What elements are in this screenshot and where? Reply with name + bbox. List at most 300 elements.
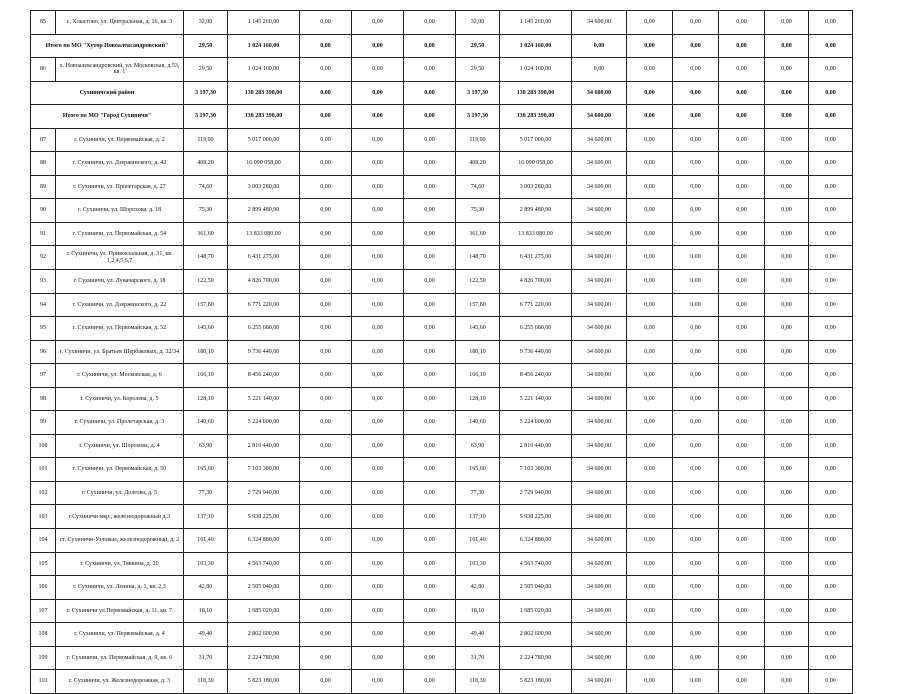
- value-cell: 0,00: [300, 599, 352, 623]
- value-cell: 0,00: [765, 270, 809, 294]
- value-cell: 0,00: [404, 246, 456, 270]
- value-cell: 0,00: [404, 293, 456, 317]
- value-cell: 128,10: [456, 387, 500, 411]
- value-cell: 0,00: [352, 599, 404, 623]
- value-cell: 0,00: [673, 646, 719, 670]
- value-cell: 0,00: [404, 222, 456, 246]
- value-cell: 0,00: [809, 434, 853, 458]
- value-cell: 0,00: [673, 58, 719, 82]
- value-cell: 0,00: [809, 270, 853, 294]
- total-label: Итого по МО "Хутор Новоалександровский": [31, 34, 184, 58]
- value-cell: 0,00: [809, 387, 853, 411]
- value-cell: 0,00: [352, 293, 404, 317]
- value-cell: 0,00: [673, 199, 719, 223]
- value-cell: 0,00: [627, 128, 673, 152]
- value-cell: 0,00: [627, 411, 673, 435]
- value-cell: 0,00: [352, 58, 404, 82]
- table-row: [31, 411, 853, 435]
- value-cell: 0,00: [627, 623, 673, 647]
- value-cell: 1 024 160,00: [228, 34, 300, 58]
- value-cell: 34 600,00: [572, 411, 627, 435]
- value-cell: 77,30: [456, 481, 500, 505]
- value-cell: 2 816 440,00: [500, 434, 572, 458]
- value-cell: 0,00: [352, 623, 404, 647]
- value-cell: 2 505 040,00: [500, 576, 572, 600]
- value-cell: 34 600,00: [572, 670, 627, 694]
- value-cell: 0,00: [352, 576, 404, 600]
- value-cell: 0,00: [719, 599, 765, 623]
- value-cell: 0,00: [765, 481, 809, 505]
- value-cell: 0,00: [300, 152, 352, 176]
- value-cell: 166,10: [456, 364, 500, 388]
- value-cell: 0,00: [809, 481, 853, 505]
- value-cell: 2 802 600,00: [228, 623, 300, 647]
- value-cell: 0,00: [627, 552, 673, 576]
- value-cell: 0,00: [719, 58, 765, 82]
- value-cell: 0,00: [352, 222, 404, 246]
- value-cell: 0,00: [765, 222, 809, 246]
- value-cell: 7 103 380,00: [500, 458, 572, 482]
- value-cell: 0,00: [719, 293, 765, 317]
- value-cell: 0,00: [572, 58, 627, 82]
- table-row: [31, 11, 853, 35]
- value-cell: 49,40: [184, 623, 228, 647]
- table-row: [31, 364, 853, 388]
- value-cell: 0,00: [300, 340, 352, 364]
- value-cell: 34 600,00: [572, 481, 627, 505]
- value-cell: 6 255 680,00: [500, 317, 572, 341]
- value-cell: 6 324 880,00: [500, 529, 572, 553]
- value-cell: 0,00: [627, 646, 673, 670]
- row-number: 108: [31, 623, 56, 647]
- row-number: 104: [31, 529, 56, 553]
- value-cell: 0,00: [627, 364, 673, 388]
- value-cell: 63,90: [456, 434, 500, 458]
- row-number: 93: [31, 270, 56, 294]
- value-cell: 161,40: [456, 529, 500, 553]
- value-cell: 6 431 275,00: [228, 246, 300, 270]
- value-cell: 5 823 180,00: [500, 670, 572, 694]
- value-cell: 0,00: [300, 34, 352, 58]
- table-row: [31, 317, 853, 341]
- table-row: [31, 270, 853, 294]
- value-cell: 0,00: [404, 128, 456, 152]
- address-cell: г. Сухиничи, ул. Ленина, д. 1, кв. 2,3: [56, 576, 184, 600]
- value-cell: 34 600,00: [572, 152, 627, 176]
- value-cell: 0,00: [352, 175, 404, 199]
- value-cell: 0,00: [352, 411, 404, 435]
- value-cell: 42,80: [184, 576, 228, 600]
- value-cell: 0,00: [627, 222, 673, 246]
- value-cell: 0,00: [404, 317, 456, 341]
- value-cell: 0,00: [404, 434, 456, 458]
- value-cell: 0,00: [719, 222, 765, 246]
- value-cell: 0,00: [719, 529, 765, 553]
- value-cell: 34 600,00: [572, 623, 627, 647]
- value-cell: 0,00: [627, 505, 673, 529]
- value-cell: 165,60: [456, 458, 500, 482]
- table-row: [31, 576, 853, 600]
- value-cell: 0,00: [719, 199, 765, 223]
- value-cell: 0,00: [719, 11, 765, 35]
- value-cell: 2 802 600,00: [500, 623, 572, 647]
- value-cell: 1 024 160,00: [228, 58, 300, 82]
- value-cell: 180,10: [456, 340, 500, 364]
- value-cell: 0,00: [300, 317, 352, 341]
- address-cell: х. Новоалександровский, ул. Московская, д.53, кв. 1: [56, 58, 184, 82]
- value-cell: 0,00: [300, 105, 352, 129]
- value-cell: 0,00: [765, 387, 809, 411]
- value-cell: 49,40: [456, 623, 500, 647]
- value-cell: 34 600,00: [572, 222, 627, 246]
- value-cell: 29,50: [456, 58, 500, 82]
- value-cell: 408,20: [184, 152, 228, 176]
- value-cell: 2 816 440,00: [228, 434, 300, 458]
- value-cell: 4 826 700,00: [500, 270, 572, 294]
- value-cell: 0,00: [673, 576, 719, 600]
- value-cell: 140,60: [184, 411, 228, 435]
- value-cell: 0,00: [809, 175, 853, 199]
- value-cell: 0,00: [809, 152, 853, 176]
- row-number: 91: [31, 222, 56, 246]
- value-cell: 0,00: [300, 128, 352, 152]
- value-cell: 0,00: [300, 81, 352, 105]
- value-cell: 0,00: [809, 458, 853, 482]
- value-cell: 34 600,00: [572, 270, 627, 294]
- value-cell: 0,00: [765, 340, 809, 364]
- value-cell: 0,00: [300, 222, 352, 246]
- address-cell: г. Сухиничи, ул. Привокзальная, д. 31, кв. 1,2,4,5,6,7: [56, 246, 184, 270]
- value-cell: 0,00: [404, 646, 456, 670]
- value-cell: 18,10: [184, 599, 228, 623]
- value-cell: 31,70: [456, 646, 500, 670]
- value-cell: 9 736 440,00: [500, 340, 572, 364]
- value-cell: 0,00: [673, 105, 719, 129]
- value-cell: 0,00: [627, 387, 673, 411]
- value-cell: 3 197,30: [184, 81, 228, 105]
- value-cell: 4 563 740,00: [500, 552, 572, 576]
- address-cell: г. Сухиничи, ул. Братьев Щербаковых, д. 32/34: [56, 340, 184, 364]
- total-row: [31, 81, 853, 105]
- value-cell: 119,00: [456, 128, 500, 152]
- value-cell: 0,00: [719, 458, 765, 482]
- value-cell: 0,00: [673, 670, 719, 694]
- value-cell: 1 024 160,00: [500, 34, 572, 58]
- value-cell: 34 600,00: [572, 317, 627, 341]
- row-number: 99: [31, 411, 56, 435]
- table-body: [31, 11, 853, 694]
- value-cell: 0,00: [352, 34, 404, 58]
- value-cell: 0,00: [809, 505, 853, 529]
- value-cell: 0,00: [352, 105, 404, 129]
- row-number: 107: [31, 599, 56, 623]
- value-cell: 145,60: [456, 317, 500, 341]
- row-number: 89: [31, 175, 56, 199]
- address-cell: г. Сухиничи, ул. Московская, д. 6: [56, 364, 184, 388]
- value-cell: 3 197,30: [456, 105, 500, 129]
- value-cell: 0,00: [719, 175, 765, 199]
- value-cell: 6 255 680,00: [228, 317, 300, 341]
- address-cell: ст. Сухиничи-Узловые, железнодорожный, д. 2: [56, 529, 184, 553]
- value-cell: 0,00: [809, 529, 853, 553]
- value-cell: 31,70: [184, 646, 228, 670]
- value-cell: 0,00: [404, 623, 456, 647]
- document-page: [30, 10, 852, 694]
- value-cell: 0,00: [673, 293, 719, 317]
- value-cell: 118,30: [184, 670, 228, 694]
- table-row: [31, 481, 853, 505]
- value-cell: 0,00: [765, 529, 809, 553]
- value-cell: 29,50: [184, 58, 228, 82]
- value-cell: 0,00: [404, 152, 456, 176]
- value-cell: 122,50: [184, 270, 228, 294]
- value-cell: 0,00: [809, 670, 853, 694]
- value-cell: 0,00: [673, 411, 719, 435]
- row-number: 86: [31, 58, 56, 82]
- address-cell: г. Сухиничи, ул. Первомайская, д. 9, кв. 6: [56, 646, 184, 670]
- value-cell: 0,00: [673, 623, 719, 647]
- value-cell: 0,00: [627, 270, 673, 294]
- address-cell: г. Сухиничи, ул. Долгова, д. 5: [56, 481, 184, 505]
- value-cell: 34 600,00: [572, 387, 627, 411]
- value-cell: 0,00: [765, 458, 809, 482]
- value-cell: 8 456 240,00: [228, 364, 300, 388]
- value-cell: 0,00: [673, 317, 719, 341]
- value-cell: 0,00: [673, 222, 719, 246]
- value-cell: 0,00: [809, 293, 853, 317]
- value-cell: 0,00: [673, 34, 719, 58]
- value-cell: 0,00: [673, 340, 719, 364]
- value-cell: 119,00: [184, 128, 228, 152]
- value-cell: 0,00: [719, 505, 765, 529]
- address-cell: г. Сухиничи, ул. Шорохова, д. 18: [56, 199, 184, 223]
- value-cell: 0,00: [627, 175, 673, 199]
- address-cell: г. Сухиничи, ул. Луначарского, д. 18: [56, 270, 184, 294]
- value-cell: 140,60: [456, 411, 500, 435]
- value-cell: 16 090 058,00: [500, 152, 572, 176]
- table-row: [31, 387, 853, 411]
- row-number: 105: [31, 552, 56, 576]
- value-cell: 0,00: [809, 222, 853, 246]
- value-cell: 0,00: [627, 434, 673, 458]
- value-cell: 0,00: [352, 505, 404, 529]
- value-cell: 0,00: [673, 387, 719, 411]
- value-cell: 0,00: [719, 434, 765, 458]
- value-cell: 118,30: [456, 670, 500, 694]
- value-cell: 161,40: [184, 529, 228, 553]
- value-cell: 0,00: [352, 670, 404, 694]
- row-number: 106: [31, 576, 56, 600]
- value-cell: 0,00: [404, 481, 456, 505]
- value-cell: 0,00: [765, 246, 809, 270]
- value-cell: 145,60: [184, 317, 228, 341]
- row-number: 103: [31, 505, 56, 529]
- value-cell: 13 833 080,00: [500, 222, 572, 246]
- value-cell: 361,60: [184, 222, 228, 246]
- address-cell: г. Сухиничи, ул. Пролетарская, д. 3: [56, 411, 184, 435]
- value-cell: 0,00: [809, 128, 853, 152]
- value-cell: 128,10: [184, 387, 228, 411]
- value-cell: 122,50: [456, 270, 500, 294]
- value-cell: 0,00: [404, 670, 456, 694]
- row-number: 87: [31, 128, 56, 152]
- value-cell: 0,00: [719, 246, 765, 270]
- value-cell: 0,00: [300, 199, 352, 223]
- value-cell: 138 283 398,00: [500, 105, 572, 129]
- value-cell: 42,80: [456, 576, 500, 600]
- value-cell: 13 833 080,00: [228, 222, 300, 246]
- value-cell: 0,00: [300, 387, 352, 411]
- value-cell: 0,00: [627, 458, 673, 482]
- value-cell: 0,00: [300, 646, 352, 670]
- table-row: [31, 175, 853, 199]
- value-cell: 0,00: [809, 81, 853, 105]
- value-cell: 0,00: [627, 199, 673, 223]
- value-cell: 5 017 000,00: [500, 128, 572, 152]
- row-number: 110: [31, 670, 56, 694]
- value-cell: 1 145 260,00: [228, 11, 300, 35]
- value-cell: 5 224 600,00: [500, 411, 572, 435]
- row-number: 96: [31, 340, 56, 364]
- value-cell: 0,00: [300, 11, 352, 35]
- value-cell: 0,00: [352, 317, 404, 341]
- value-cell: 0,00: [809, 105, 853, 129]
- value-cell: 138 283 398,00: [228, 105, 300, 129]
- row-number: 101: [31, 458, 56, 482]
- address-cell: г. Сухиничи, ул. Дзержинского, д. 42: [56, 152, 184, 176]
- value-cell: 0,00: [809, 364, 853, 388]
- value-cell: 0,00: [627, 58, 673, 82]
- value-cell: 16 090 058,00: [228, 152, 300, 176]
- value-cell: 2 729 940,00: [228, 481, 300, 505]
- value-cell: 0,00: [673, 11, 719, 35]
- table-row: [31, 670, 853, 694]
- row-number: 109: [31, 646, 56, 670]
- value-cell: 0,00: [627, 529, 673, 553]
- value-cell: 3 003 280,00: [228, 175, 300, 199]
- value-cell: 34 600,00: [572, 128, 627, 152]
- address-cell: г. Сухиничи, ул. Первомайская, д. 2: [56, 128, 184, 152]
- value-cell: 0,00: [352, 458, 404, 482]
- value-cell: 0,00: [404, 340, 456, 364]
- value-cell: 0,00: [673, 128, 719, 152]
- value-cell: 0,00: [719, 34, 765, 58]
- value-cell: 0,00: [719, 576, 765, 600]
- value-cell: 138 283 398,00: [500, 81, 572, 105]
- value-cell: 74,60: [184, 175, 228, 199]
- value-cell: 2 899 480,00: [228, 199, 300, 223]
- value-cell: 148,70: [456, 246, 500, 270]
- table-row: [31, 58, 853, 82]
- value-cell: 137,10: [184, 505, 228, 529]
- value-cell: 0,00: [300, 246, 352, 270]
- value-cell: 0,00: [765, 11, 809, 35]
- value-cell: 34 600,00: [572, 552, 627, 576]
- value-cell: 0,00: [300, 576, 352, 600]
- address-cell: г. Сухиничи, ул. Пролетарская, д. 27: [56, 175, 184, 199]
- value-cell: 0,00: [719, 552, 765, 576]
- value-cell: 0,00: [719, 270, 765, 294]
- value-cell: 0,00: [352, 270, 404, 294]
- value-cell: 0,00: [719, 646, 765, 670]
- value-cell: 0,00: [809, 576, 853, 600]
- value-cell: 0,00: [404, 270, 456, 294]
- value-cell: 157,80: [184, 293, 228, 317]
- value-cell: 0,00: [809, 599, 853, 623]
- value-cell: 0,00: [627, 599, 673, 623]
- value-cell: 0,00: [673, 552, 719, 576]
- value-cell: 0,00: [404, 175, 456, 199]
- housing-table: [30, 10, 853, 694]
- value-cell: 0,00: [809, 646, 853, 670]
- value-cell: 0,00: [673, 175, 719, 199]
- value-cell: 0,00: [765, 576, 809, 600]
- address-cell: г. Сухиничи ул.Первомайская, д. 11, кв. 7: [56, 599, 184, 623]
- value-cell: 0,00: [300, 364, 352, 388]
- value-cell: 0,00: [352, 199, 404, 223]
- value-cell: 0,00: [719, 623, 765, 647]
- value-cell: 0,00: [765, 623, 809, 647]
- value-cell: 34 600,00: [572, 646, 627, 670]
- value-cell: 103,30: [184, 552, 228, 576]
- value-cell: 0,00: [300, 458, 352, 482]
- value-cell: 0,00: [719, 481, 765, 505]
- value-cell: 0,00: [352, 152, 404, 176]
- value-cell: 0,00: [300, 58, 352, 82]
- address-cell: г. Сухиничи, ул. Дзержинского, д. 22: [56, 293, 184, 317]
- value-cell: 0,00: [352, 81, 404, 105]
- value-cell: 0,00: [719, 340, 765, 364]
- value-cell: 0,00: [300, 411, 352, 435]
- address-cell: г.Сухиничи мкр., железнодорожный д.3: [56, 505, 184, 529]
- value-cell: 0,00: [765, 293, 809, 317]
- value-cell: 0,00: [765, 646, 809, 670]
- address-cell: г. Сухиничи, ул. Первомайская, д. 54: [56, 222, 184, 246]
- value-cell: 7 103 380,00: [228, 458, 300, 482]
- value-cell: 34 600,00: [572, 81, 627, 105]
- value-cell: 3 197,30: [456, 81, 500, 105]
- row-number: 85: [31, 11, 56, 35]
- value-cell: 0,00: [352, 11, 404, 35]
- value-cell: 0,00: [765, 505, 809, 529]
- value-cell: 0,00: [404, 11, 456, 35]
- value-cell: 0,00: [404, 81, 456, 105]
- value-cell: 63,90: [184, 434, 228, 458]
- value-cell: 0,00: [404, 552, 456, 576]
- value-cell: 2 224 780,00: [500, 646, 572, 670]
- value-cell: 0,00: [627, 670, 673, 694]
- total-row: [31, 34, 853, 58]
- value-cell: 0,00: [809, 199, 853, 223]
- value-cell: 2 899 480,00: [500, 199, 572, 223]
- value-cell: 0,00: [300, 481, 352, 505]
- row-number: 88: [31, 152, 56, 176]
- value-cell: 34 600,00: [572, 364, 627, 388]
- value-cell: 0,00: [404, 199, 456, 223]
- value-cell: 74,60: [456, 175, 500, 199]
- value-cell: 0,00: [300, 670, 352, 694]
- value-cell: 0,00: [627, 481, 673, 505]
- value-cell: 0,00: [673, 246, 719, 270]
- value-cell: 0,00: [627, 105, 673, 129]
- address-cell: г. Сухиничи, ул. Первомайская, д. 50: [56, 458, 184, 482]
- value-cell: 0,00: [627, 81, 673, 105]
- value-cell: 9 736 440,00: [228, 340, 300, 364]
- value-cell: 4 826 700,00: [228, 270, 300, 294]
- value-cell: 166,10: [184, 364, 228, 388]
- table-row: [31, 458, 853, 482]
- address-cell: г. Сухиничи, ул. Шорохова, д. 4: [56, 434, 184, 458]
